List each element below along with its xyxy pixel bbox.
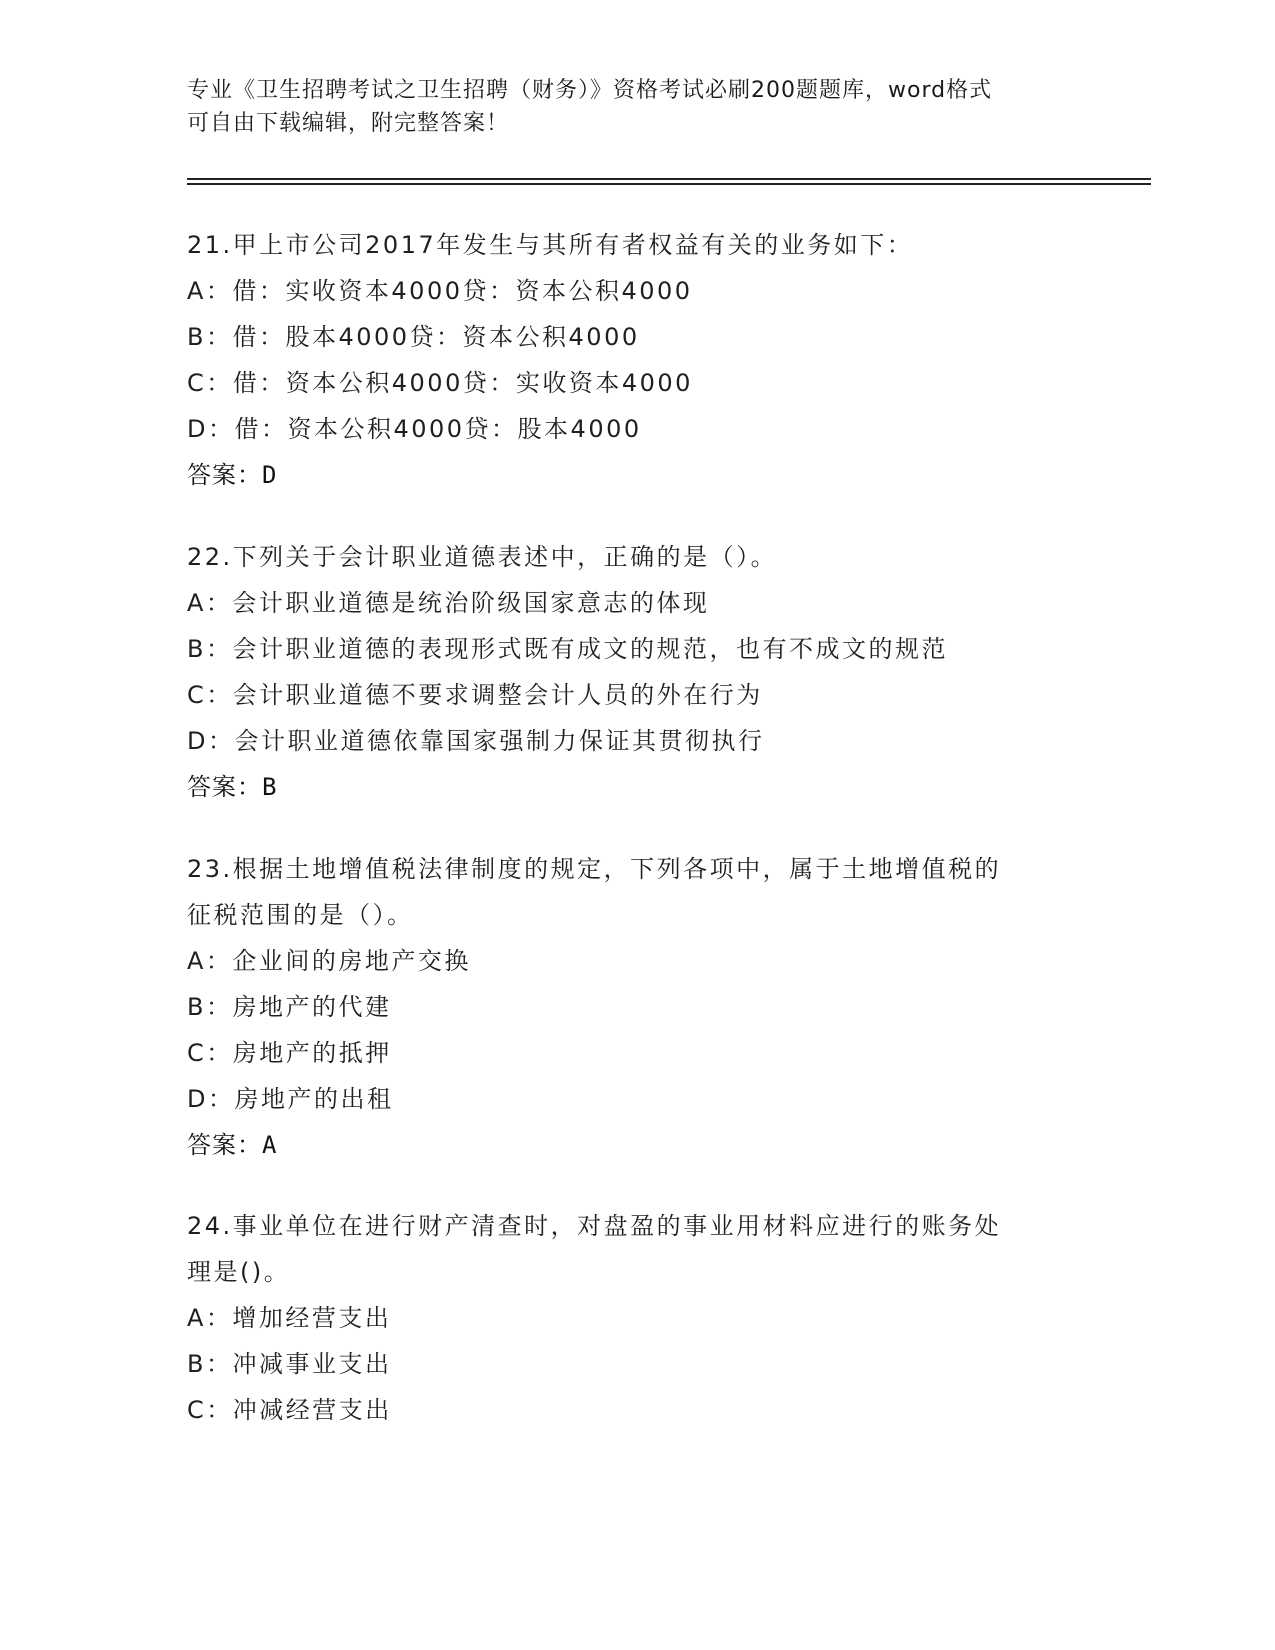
option-d: D：房地产的出租 [187,1085,394,1113]
question-stem: 21.甲上市公司2017年发生与其所有者权益有关的业务如下： [187,231,914,259]
option-d: D：会计职业道德依靠国家强制力保证其贯彻执行 [187,727,765,755]
question-stem: 22.下列关于会计职业道德表述中，正确的是（）。 [187,543,778,571]
option-d: D：借：资本公积4000贷：股本4000 [187,415,642,443]
answer-value: B [262,773,278,801]
question-stem-line-1: 23.根据土地增值税法律制度的规定，下列各项中，属于土地增值税的 [187,855,1002,883]
answer-value: D [262,461,278,489]
option-b: B：会计职业道德的表现形式既有成文的规范，也有不成文的规范 [187,635,948,663]
option-a: A：增加经营支出 [187,1304,392,1332]
question-stem-line-2: 征税范围的是（）。 [187,901,414,929]
option-c: C：房地产的抵押 [187,1039,392,1067]
question-stem-line-1: 24.事业单位在进行财产清查时，对盘盈的事业用材料应进行的账务处 [187,1212,1002,1240]
header-divider-bottom [187,183,1151,185]
answer-value: A [262,1131,278,1159]
option-a: A：企业间的房地产交换 [187,947,471,975]
question-24 [187,1203,1087,1433]
option-b: B：房地产的代建 [187,993,392,1021]
option-b: B：借：股本4000贷：资本公积4000 [187,323,640,351]
header-divider-top [187,178,1151,180]
question-22 [187,534,1087,810]
option-c: C：借：资本公积4000贷：实收资本4000 [187,369,693,397]
answer-label: 答案： [187,461,262,489]
option-a: A：会计职业道德是统治阶级国家意志的体现 [187,589,710,617]
option-b: B：冲减事业支出 [187,1350,392,1378]
option-c: C：会计职业道德不要求调整会计人员的外在行为 [187,681,763,709]
answer-label: 答案： [187,1131,262,1159]
option-a: A：借：实收资本4000贷：资本公积4000 [187,277,693,305]
document-header [187,74,1087,140]
answer-line [187,764,1087,810]
answer-label: 答案： [187,773,262,801]
question-21 [187,222,1087,498]
question-stem-line-2: 理是()。 [187,1258,291,1286]
option-c: C：冲减经营支出 [187,1396,392,1424]
answer-line [187,1122,1087,1168]
question-23 [187,846,1087,1168]
answer-line [187,452,1087,498]
header-line-1: 专业《卫生招聘考试之卫生招聘（财务）》资格考试必刷200题题库，word格式 [187,78,993,103]
header-line-2: 可自由下载编辑，附完整答案！ [187,111,510,136]
